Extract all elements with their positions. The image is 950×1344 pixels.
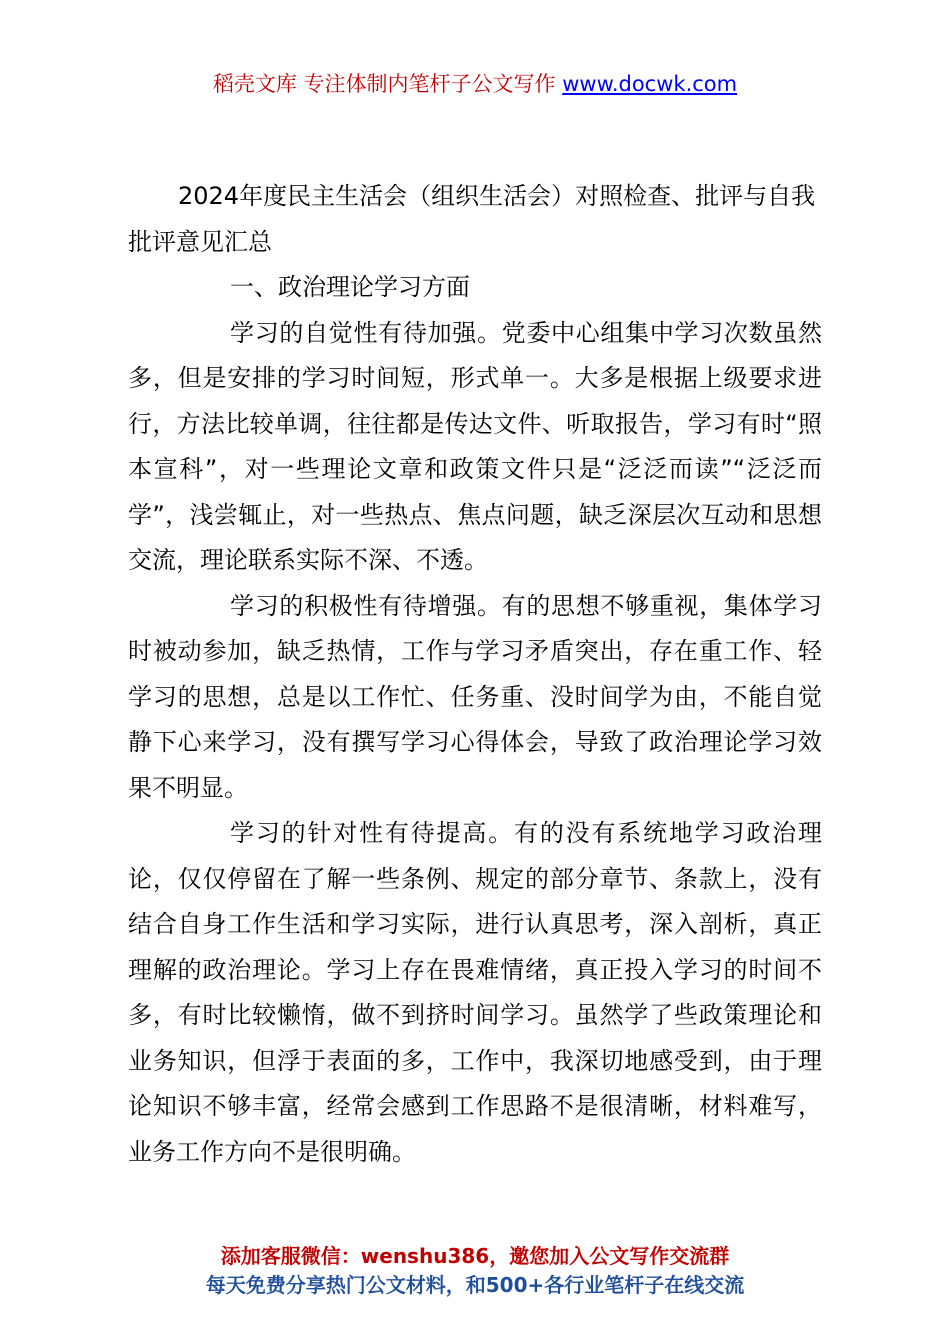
paragraph-self-awareness: 学习的自觉性有待加强。党委中心组集中学习次数虽然多，但是安排的学习时间短，形式单一。大多是根据上级要求进行，方法比较单调，往往都是传达文件、听取报告，学习有时“照本宣科”，对一些理论文章和政策文件只是“泛泛而读”“泛泛而学”，浅尝辄止，对一些热点、焦点问题，缺乏深层次互动和思想交流，理论联系实际不深、不透。 [128, 318, 822, 574]
page-header [0, 68, 950, 100]
document-body [128, 174, 822, 1175]
footer-share-notice: 每天免费分享热门公文材料，和500+各行业笔杆子在线交流 [205, 1273, 745, 1297]
document-title: 2024年度民主生活会（组织生活会）对照检查、批评与自我批评意见汇总 [128, 182, 816, 256]
paragraph-pertinence: 学习的针对性有待提高。有的没有系统地学习政治理论，仅仅停留在了解一些条例、规定的部分章节、条款上，没有结合自身工作生活和学习实际，进行认真思考，深入剖析，真正理解的政治理论。学习上存在畏难情绪，真正投入学习的时间不多，有时比较懒惰，做不到挤时间学习。虽然学了些政策理论和业务知识，但浮于表面的多，工作中，我深切地感受到，由于理论知识不够丰富，经常会感到工作思路不是很清晰，材料难写，业务工作方向不是很明确。 [128, 819, 822, 1166]
footer-wechat-invite: 添加客服微信：wenshu386，邀您加入公文写作交流群 [220, 1244, 730, 1268]
header-brand-text: 稻壳文库 专注体制内笔杆子公文写作 [212, 72, 563, 96]
header-site-link[interactable]: www.docwk.com [562, 72, 738, 96]
section-heading: 一、政治理论学习方面 [230, 273, 470, 301]
paragraph-enthusiasm: 学习的积极性有待增强。有的思想不够重视，集体学习时被动参加，缺乏热情，工作与学习矛盾突出，存在重工作、轻学习的思想，总是以工作忙、任务重、没时间学为由，不能自觉静下心来学习，没有撰写学习心得体会，导致了政治理论学习效果不明显。 [128, 591, 822, 802]
page-footer [0, 1242, 950, 1300]
